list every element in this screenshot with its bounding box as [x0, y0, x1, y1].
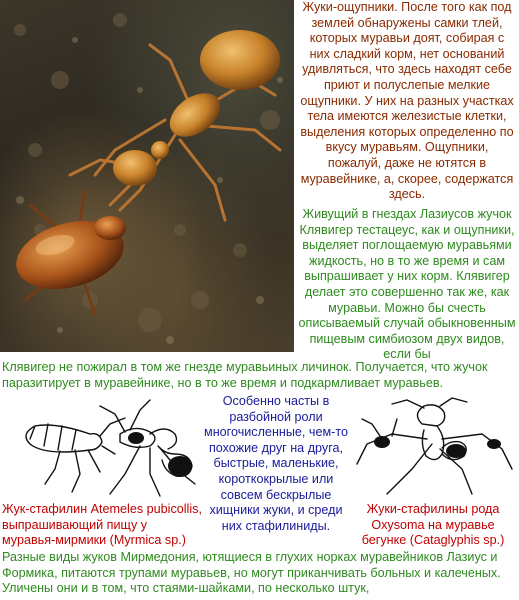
- staphylinid-intro-text: Жуки-ощупники. После того как под землей обнаружены самки тлей, которых муравьи доят, собирая с них сладкий корм, нет оснований удивляться, что здесь находят себе приют и полуслепые мелкие ощупники. У них на разных участках тела имеются железистые клетки, выделения которых определенно по вкусу муравьям. Ощупники, пожалуй, даже не ютятся в муравейнике, а, скорее, содержатся здесь.: [300, 0, 514, 202]
- staphylinid-predators-text: Особенно часты в разбойной роли многочисленные, чем-то похожие друг на друга, быстрые, маленькие, короткокрылые или совсем бескрылые хищники жуки, и среди них стафилиниды.: [204, 394, 348, 533]
- claviger-text: Живущий в гнездах Лазиусов жучок Клявигер тестацеус, как и ощупники, выделяет поглощаемую муравьями жидкость, но в то же время и сам выпрашивает у них корм. Клявигер делает это совершенно так же, как муравьи. Можно бы счесть описываемый случай обыкновенным пищевым симбиозом двух видов, если бы: [298, 207, 516, 362]
- caption-atemeles: Жук-стафилин Atemeles pubicollis, выпрашивающий пищу у муравья-мирмики (Myrmica sp.): [2, 502, 202, 548]
- claviger-text-continued-2: паразитирует в муравейнике, но в то же время и подкармливает муравьев.: [2, 376, 444, 390]
- atemeles-ant-sketch: [0, 394, 200, 502]
- oxysoma-ant-sketch: [352, 394, 517, 502]
- ant-photo-drawing: [0, 0, 294, 352]
- myrmedonia-text: Разные виды жуков Мирмедония, ютящиеся в глухих норках муравейников Лазиус и Формика, питаются трупами муравьев, но могут приканчивать больных и калеченых. Уличены они и в том, что стаями-шайками, по несколько штук,: [2, 550, 501, 596]
- claviger-text-continued-1: Клявигер не пожирал в том же гнезде муравьиных личинок. Получается, что жучок: [2, 360, 488, 374]
- caption-oxysoma: Жуки-стафилины рода Oxysoma на муравье бегунке (Cataglyphis sp.): [361, 502, 505, 548]
- ant-photo: [0, 0, 294, 352]
